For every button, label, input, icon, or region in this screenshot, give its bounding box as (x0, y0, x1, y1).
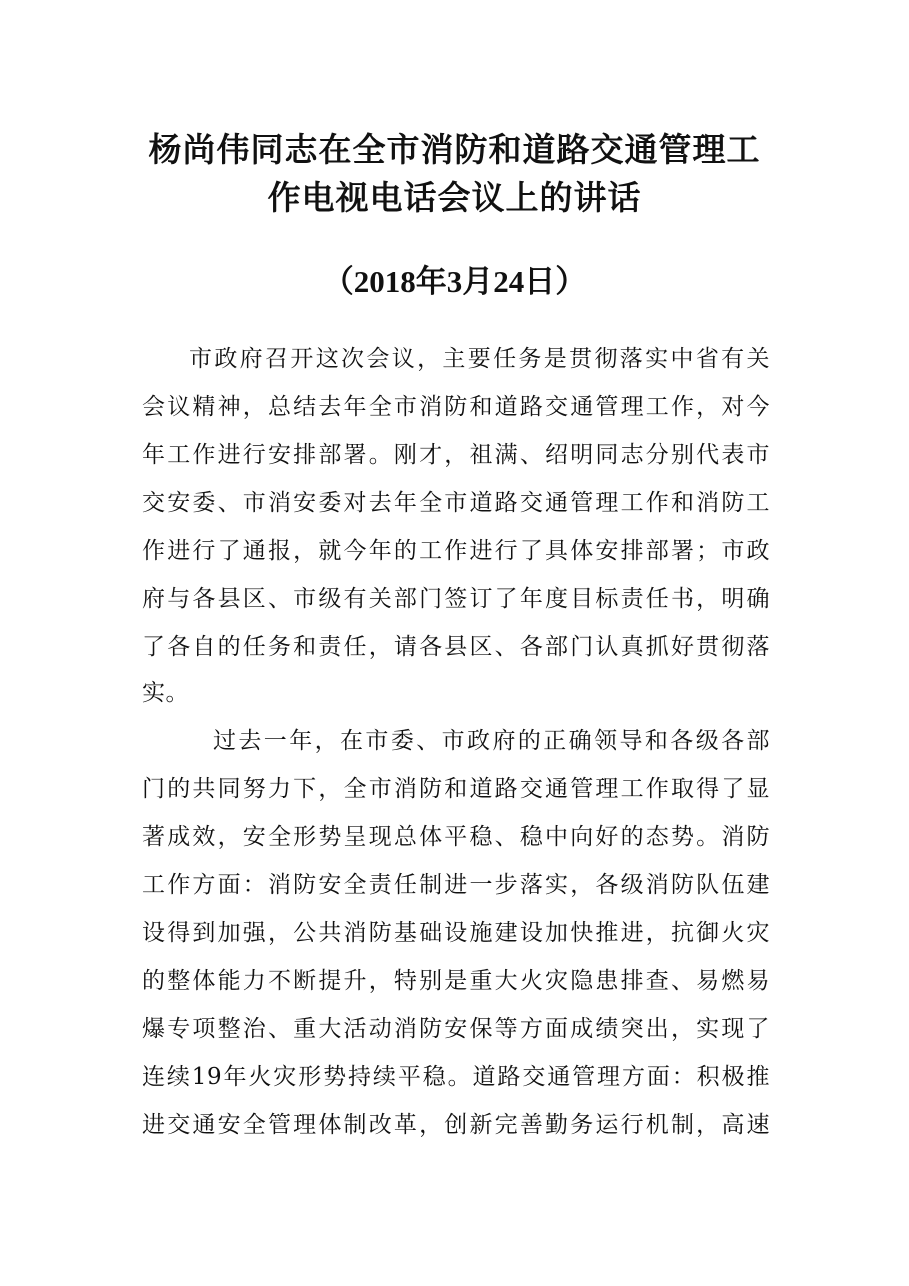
paragraph-2-line: 进交通安全管理体制改革，创新完善勤务运行机制，高速 (142, 1112, 770, 1138)
paragraph-2-line: 工作方面：消防安全责任制进一步落实，各级消防队伍建 (142, 872, 770, 898)
paragraph-1-line: 市政府召开这次会议，主要任务是贯彻落实中省有关 (189, 346, 770, 372)
paragraph-1-line: 会议精神，总结去年全市消防和道路交通管理工作，对今 (142, 394, 770, 420)
paragraph-1-line: 作进行了通报，就今年的工作进行了具体安排部署；市政 (142, 538, 770, 564)
paragraph-2-line: 著成效，安全形势呈现总体平稳、稳中向好的态势。消防 (142, 824, 770, 850)
paragraph-2-line: 连续19年火灾形势持续平稳。道路交通管理方面：积极推 (142, 1064, 770, 1090)
document-title-line-2: 作电视电话会议上的讲话 (267, 178, 642, 217)
paragraph-1-line: 了各自的任务和责任，请各县区、各部门认真抓好贯彻落 (142, 634, 770, 660)
paragraph-2-line: 门的共同努力下，全市消防和道路交通管理工作取得了显 (142, 776, 770, 802)
paragraph-1-line: 交安委、市消安委对去年全市道路交通管理工作和消防工 (142, 490, 770, 516)
paragraph-2-line: 过去一年，在市委、市政府的正确领导和各级各部 (213, 728, 770, 754)
paragraph-1-line: 府与各县区、市级有关部门签订了年度目标责任书，明确 (142, 586, 770, 612)
paragraph-1-line: 年工作进行安排部署。刚才，祖满、绍明同志分别代表市 (142, 442, 770, 468)
paragraph-2-line: 爆专项整治、重大活动消防安保等方面成绩突出，实现了 (142, 1016, 770, 1042)
speech-date: （2018年3月24日） (322, 264, 587, 299)
paragraph-2-line: 的整体能力不断提升，特别是重大火灾隐患排查、易燃易 (142, 968, 770, 994)
paragraph-1-line: 实。 (142, 680, 189, 706)
document-title-line-1: 杨尚伟同志在全市消防和道路交通管理工 (148, 130, 761, 169)
paragraph-2-line: 设得到加强，公共消防基础设施建设加快推进，抗御火灾 (142, 920, 770, 946)
